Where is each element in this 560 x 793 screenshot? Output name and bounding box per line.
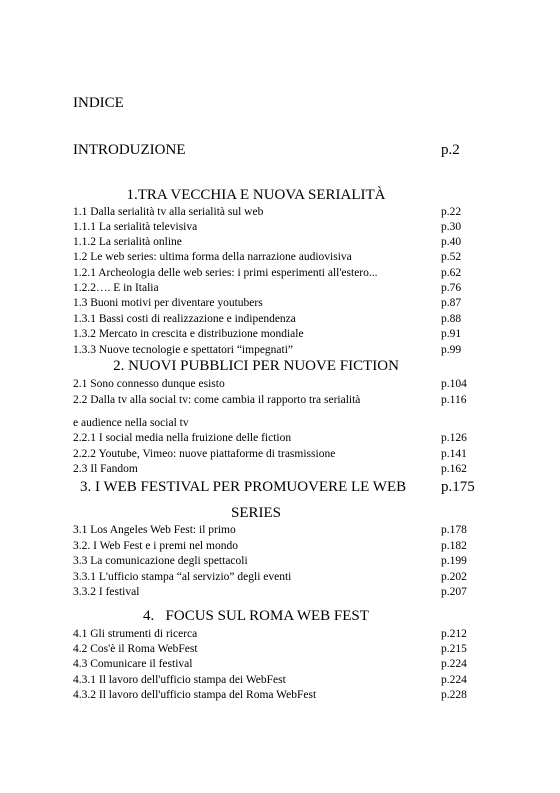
toc-entry: 3.3 La comunicazione degli spettacoli (73, 555, 248, 567)
toc-page: p.88 (441, 313, 462, 325)
toc-page: p.215 (441, 643, 467, 655)
toc-entry: 1.2.1 Archeologia delle web series: i primi esperimenti all'estero... (73, 267, 378, 279)
toc-entry: 4.3.2 Il lavoro dell'ufficio stampa del Roma WebFest (73, 689, 317, 701)
chapter-2-title: 2. NUOVI PUBBLICI PER NUOVE FICTION (113, 358, 399, 374)
toc-page: p.202 (441, 571, 467, 583)
chapter-3-title: 3. I WEB FESTIVAL PER PROMUOVERE LE WEB (80, 479, 407, 495)
toc-page: p.228 (441, 689, 467, 701)
toc-page: p.40 (441, 236, 462, 248)
toc-page: p.224 (441, 658, 467, 670)
toc-entry: 1.1.2 La serialità online (73, 236, 182, 248)
toc-page: p.126 (441, 432, 467, 444)
toc-entry: 3.3.2 I festival (73, 586, 140, 598)
toc-entry: 2.3 Il Fandom (73, 463, 138, 475)
toc-entry: 2.2.2 Youtube, Vimeo: nuove piattaforme di trasmissione (73, 448, 336, 460)
toc-page: p.30 (441, 221, 462, 233)
toc-entry: 4.3 Comunicare il festival (73, 658, 193, 670)
toc-entry: 1.3 Buoni motivi per diventare youtubers (73, 297, 263, 309)
toc-entry: 3.1 Los Angeles Web Fest: il primo (73, 524, 236, 536)
toc-entry: 1.2.2…. E in Italia (73, 282, 159, 294)
toc-entry: 4.2 Cos'è il Roma WebFest (73, 643, 198, 655)
intro-page: p.2 (441, 142, 460, 158)
toc-page: p.178 (441, 524, 467, 536)
toc-page: p.162 (441, 463, 467, 475)
toc-entry: 1.3.2 Mercato in crescita e distribuzione mondiale (73, 328, 304, 340)
toc-entry: e audience nella social tv (73, 417, 189, 429)
toc-page: p.116 (441, 394, 467, 406)
toc-page: p.76 (441, 282, 462, 294)
toc-entry: 3.3.1 L'ufficio stampa “al servizio” degli eventi (73, 571, 292, 583)
toc-entry: 1.2 Le web series: ultima forma della narrazione audiovisiva (73, 251, 352, 263)
toc-page: p.224 (441, 674, 467, 686)
toc-entry: 1.3.3 Nuove tecnologie e spettatori “impegnati” (73, 344, 294, 356)
toc-entry: 1.1 Dalla serialità tv alla serialità sul web (73, 206, 264, 218)
intro-label: INTRODUZIONE (73, 142, 186, 158)
toc-page: p.182 (441, 540, 467, 552)
toc-page: p.104 (441, 378, 467, 390)
toc-page: p.62 (441, 267, 462, 279)
toc-entry: 3.2. I Web Fest e i premi nel mondo (73, 540, 238, 552)
toc-entry: 4.1 Gli strumenti di ricerca (73, 628, 198, 640)
toc-entry: 2.1 Sono connesso dunque esisto (73, 378, 225, 390)
chapter-4-title: 4. FOCUS SUL ROMA WEB FEST (143, 608, 369, 624)
chapter-3-page: p.175 (441, 479, 475, 495)
index-heading: INDICE (73, 95, 124, 111)
toc-entry: 1.3.1 Bassi costi di realizzazione e indipendenza (73, 313, 296, 325)
toc-page: p.141 (441, 448, 467, 460)
toc-entry: 2.2.1 I social media nella fruizione delle fiction (73, 432, 292, 444)
toc-page: p.207 (441, 586, 467, 598)
chapter-3-title-continued: SERIES (230, 505, 281, 521)
toc-entry: 2.2 Dalla tv alla social tv: come cambia il rapporto tra serialità (73, 394, 361, 406)
toc-page: p.212 (441, 628, 467, 640)
toc-page: p.199 (441, 555, 467, 567)
toc-page: p.99 (441, 344, 462, 356)
toc-page: p.52 (441, 251, 462, 263)
toc-entry: 1.1.1 La serialità televisiva (73, 221, 198, 233)
toc-page: p.87 (441, 297, 462, 309)
toc-entry: 4.3.1 Il lavoro dell'ufficio stampa dei WebFest (73, 674, 286, 686)
toc-page: p.91 (441, 328, 462, 340)
chapter-1-title: 1.TRA VECCHIA E NUOVA SERIALITÀ (126, 187, 386, 203)
toc-page: p.22 (441, 206, 462, 218)
